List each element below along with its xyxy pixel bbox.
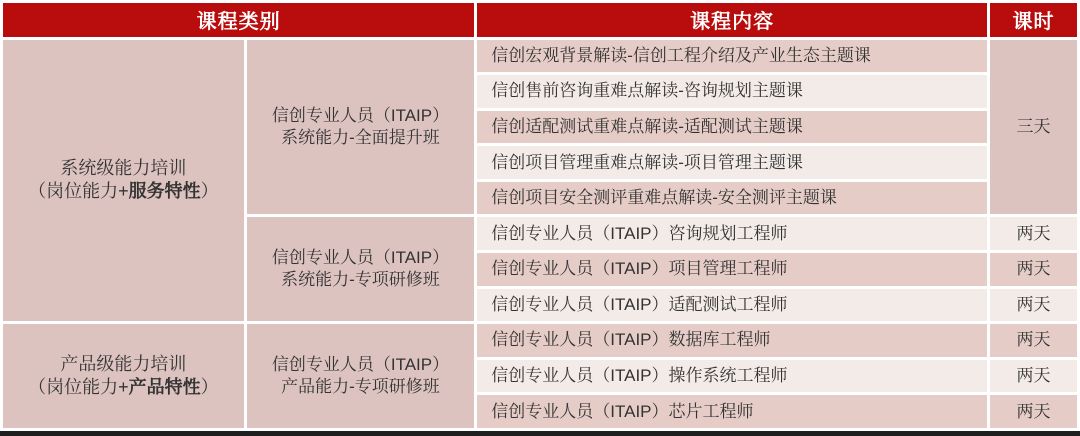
hours-two-days: 两天 [990,360,1077,393]
hours-three-days: 三天 [990,40,1077,215]
header-course-hours: 课时 [990,3,1077,37]
hours-two-days: 两天 [990,324,1077,357]
category-product-level [3,324,244,428]
course-item: 信创售前咨询重难点解读-咨询规划主题课 [477,75,987,108]
hours-two-days: 两天 [990,395,1077,428]
course-item: 信创专业人员（ITAIP）适配测试工程师 [477,289,987,322]
course-item: 信创宏观背景解读-信创工程介绍及产业生态主题课 [477,40,987,73]
program-line2: 系统能力-专项研修班 [281,270,440,290]
program-system-full-course [247,40,475,215]
category-line1: 系统级能力培训 [60,158,187,179]
program-line1: 信创专业人员（ITAIP） [271,248,450,268]
course-item: 信创专业人员（ITAIP）咨询规划工程师 [477,217,987,250]
program-line1: 信创专业人员（ITAIP） [271,354,450,374]
course-item: 信创专业人员（ITAIP）项目管理工程师 [477,253,987,286]
course-item: 信创专业人员（ITAIP）芯片工程师 [477,395,987,428]
hours-two-days: 两天 [990,217,1077,250]
hours-two-days: 两天 [990,253,1077,286]
course-item: 信创专业人员（ITAIP）操作系统工程师 [477,360,987,393]
course-item: 信创项目管理重难点解读-项目管理主题课 [477,146,987,179]
category-line2: （岗位能力+服务特性） [28,181,219,202]
program-system-special-course [247,217,475,321]
program-product-special-course [247,324,475,428]
category-system-level [3,40,244,322]
program-line1: 信创专业人员（ITAIP） [271,105,450,125]
category-line1: 产品级能力培训 [60,353,187,374]
program-line2: 系统能力-全面提升班 [281,128,440,148]
hours-two-days: 两天 [990,289,1077,322]
table-row [3,40,1077,73]
table-row [3,324,1077,357]
header-course-content: 课程内容 [477,3,987,37]
course-item: 信创适配测试重难点解读-适配测试主题课 [477,111,987,144]
course-item: 信创项目安全测评重难点解读-安全测评主题课 [477,182,987,215]
table-header-row [3,3,1077,37]
category-line2: （岗位能力+产品特性） [28,377,219,398]
course-item: 信创专业人员（ITAIP）数据库工程师 [477,324,987,357]
header-course-category: 课程类别 [3,3,474,37]
program-line2: 产品能力-专项研修班 [281,377,440,397]
